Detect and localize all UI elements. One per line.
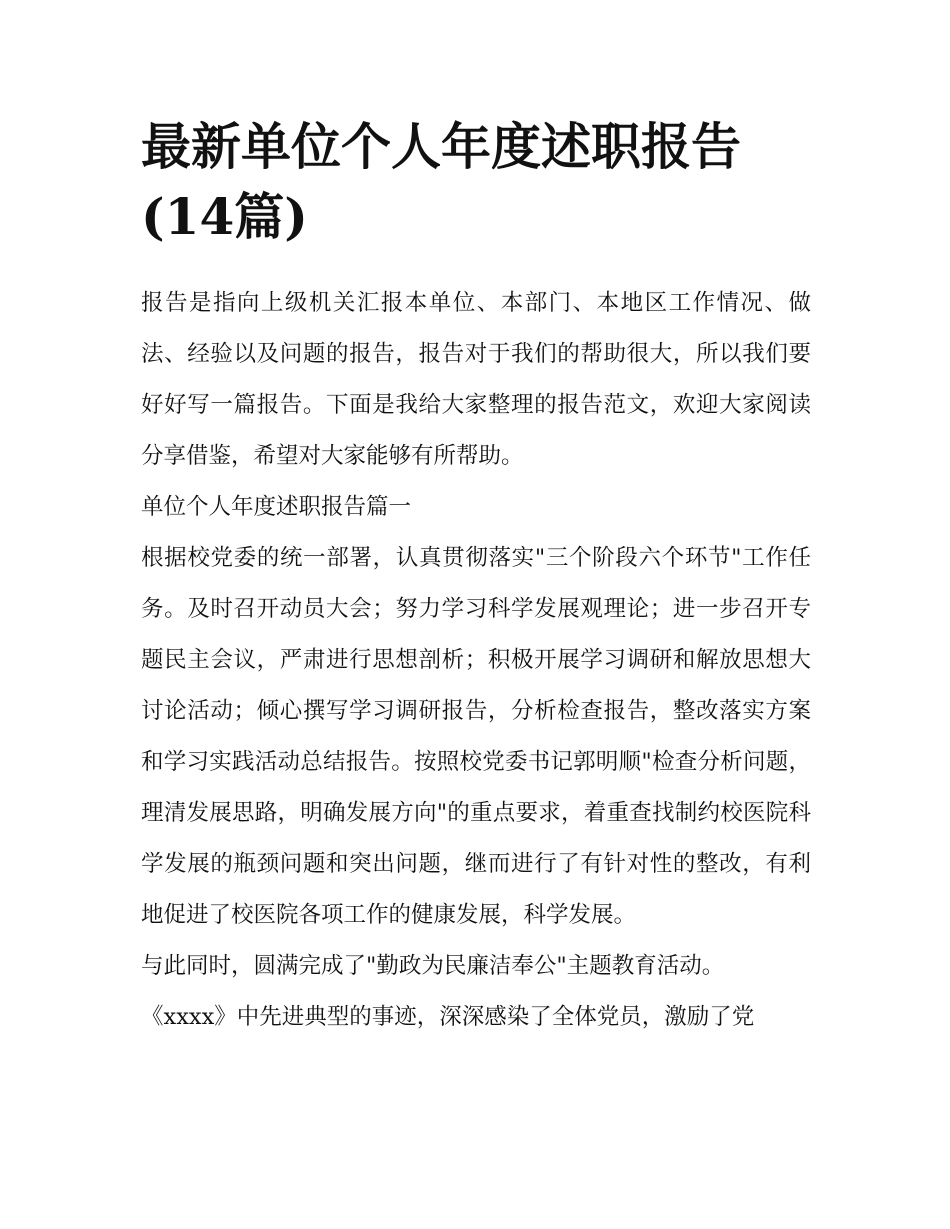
document-title: 最新单位个人年度述职报告(14篇) — [141, 117, 741, 246]
document-page — [141, 112, 811, 1043]
body-paragraph-2: 与此同时，圆满完成了"勤政为民廉洁奉公"主题教育活动。 — [141, 953, 725, 979]
section-heading: 单位个人年度述职报告篇一 — [141, 494, 412, 520]
body-paragraph-3: 《xxxx》中先进典型的事迹，深深感染了全体党员，激励了党 — [141, 1004, 755, 1030]
intro-paragraph: 报告是指向上级机关汇报本单位、本部门、本地区工作情况、做法、经验以及问题的报告，报告对于我们的帮助很大，所以我们要好好写一篇报告。下面是我给大家整理的报告范文，欢迎大家阅读分享借鉴，希望对大家能够有所帮助。 — [141, 290, 811, 469]
body-paragraph-1: 根据校党委的统一部署，认真贯彻落实"三个阶段六个环节"工作任务。及时召开动员大会；努力学习科学发展观理论；进一步召开专题民主会议，严肃进行思想剖析；积极开展学习调研和解放思想大讨论活动；倾心撰写学习调研报告，分析检查报告，整改落实方案和学习实践活动总结报告。按照校党委书记郭明顺"检查分析问题，理清发展思路，明确发展方向"的重点要求，着重查找制约校医院科学发展的瓶颈问题和突出问题，继而进行了有针对性的整改，有利地促进了校医院各项工作的健康发展，科学发展。 — [141, 545, 811, 928]
